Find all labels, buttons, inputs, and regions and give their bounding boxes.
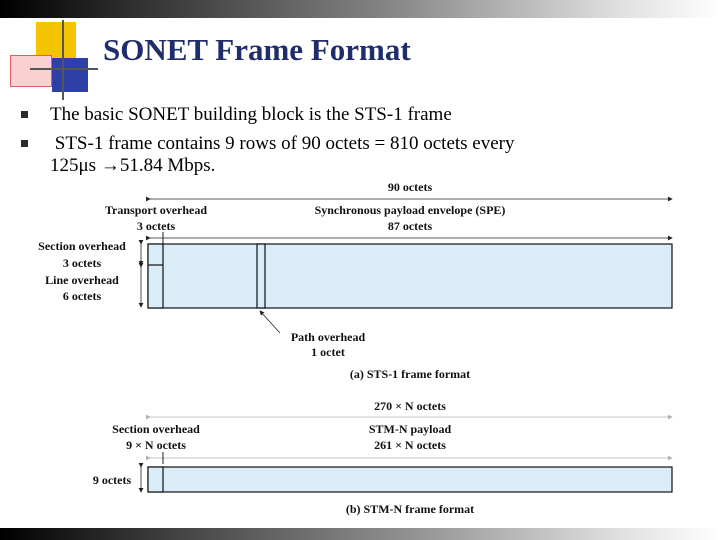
a-section-overhead-size: 3 octets: [62, 256, 102, 270]
b-frame-payload: [148, 467, 672, 492]
a-frame-payload: [148, 244, 672, 308]
a-spe-size: 87 octets: [387, 219, 433, 233]
a-transport-overhead-column: [148, 244, 163, 308]
a-path-overhead-pointer: [260, 311, 280, 333]
a-section-overhead-label: Section overhead: [38, 239, 126, 253]
a-spe-label: Synchronous payload envelope (SPE): [314, 203, 506, 217]
bullet-1-text: The basic SONET building block is the STS-1 frame: [50, 104, 452, 125]
b-section-overhead-label: Section overhead: [112, 422, 200, 436]
b-payload-size: 261 × N octets: [374, 438, 446, 452]
a-caption: (a) STS-1 frame format: [349, 367, 471, 381]
bullet-2-text: STS-1 frame contains 9 rows of 90 octets = 810 octets every: [50, 133, 515, 154]
a-transport-overhead-label: Transport overhead: [104, 203, 208, 217]
bullet-2-continuation: 125μs →51.84 Mbps.: [50, 155, 216, 176]
a-path-overhead-size: 1 octet: [311, 345, 345, 359]
a-path-overhead-label: Path overhead: [290, 330, 366, 344]
b-section-overhead-column: [148, 467, 163, 492]
a-transport-overhead-size: 3 octets: [136, 219, 176, 233]
a-line-overhead-label: Line overhead: [45, 273, 119, 287]
a-total-width-label: 90 octets: [387, 180, 433, 194]
a-line-overhead-size: 6 octets: [62, 289, 102, 303]
slide-title: SONET Frame Format: [103, 32, 411, 67]
b-caption: (b) STM-N frame format: [345, 502, 475, 516]
b-section-overhead-size: 9 × N octets: [126, 438, 186, 452]
b-total-width-label: 270 × N octets: [374, 399, 446, 413]
b-payload-label: STM-N payload: [368, 422, 452, 436]
b-height-label: 9 octets: [92, 473, 132, 487]
a-path-overhead-column: [257, 244, 265, 308]
